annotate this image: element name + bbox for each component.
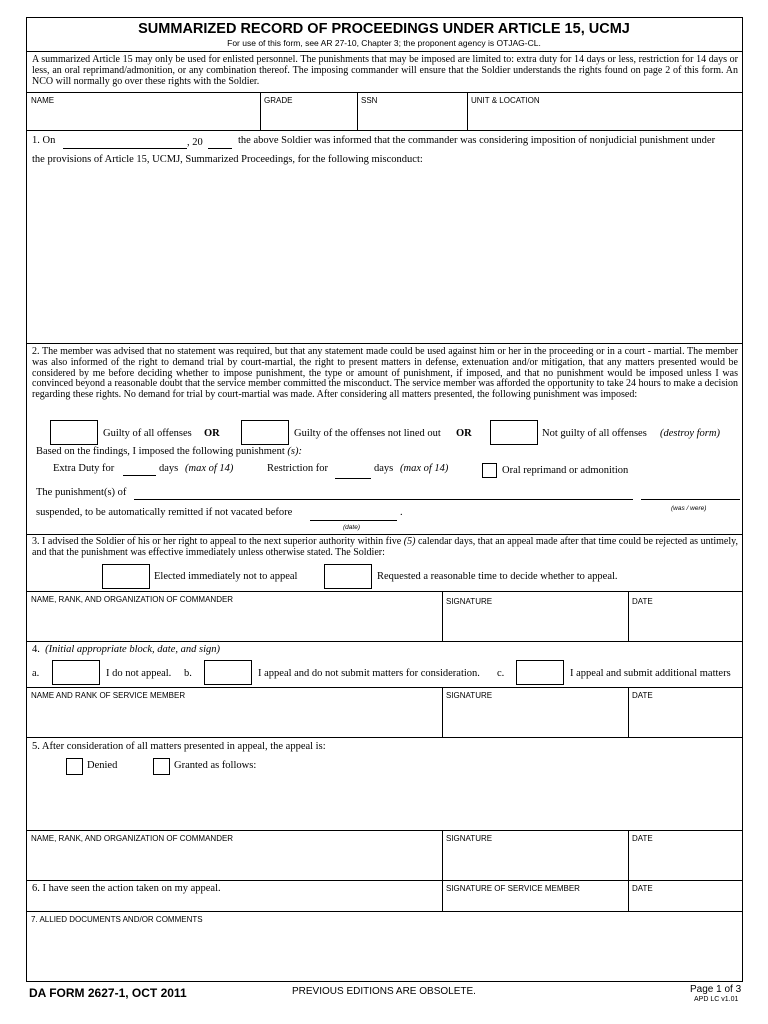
max-label-2: (max of 14) <box>400 463 449 474</box>
date-field-1[interactable] <box>629 608 741 640</box>
grade-label: GRADE <box>264 96 293 105</box>
member-signature-field[interactable] <box>443 894 627 910</box>
suspended-label: suspended, to be automatically remitted if not vacated before <box>36 507 293 518</box>
obsolete-note: PREVIOUS EDITIONS ARE OBSOLETE. <box>292 986 476 997</box>
rule-sec5 <box>26 830 743 831</box>
oral-reprimand-label: Oral reprimand or admonition <box>502 465 629 476</box>
punishment-line[interactable] <box>134 499 633 500</box>
rule-sec1 <box>26 343 743 344</box>
rule-title <box>26 51 743 52</box>
oral-reprimand-checkbox[interactable] <box>482 463 497 478</box>
sec1-year-prefix: , 20 <box>187 137 203 148</box>
rule-cmdr2 <box>26 880 743 881</box>
option-c-letter: c. <box>497 668 505 679</box>
member-field[interactable] <box>27 702 441 736</box>
suspended-period: . <box>400 507 403 518</box>
form-title: SUMMARIZED RECORD OF PROCEEDINGS UNDER ARTICLE 15, UCMJ <box>138 21 630 37</box>
sec4-instructions <box>32 644 220 655</box>
option-b-box[interactable] <box>204 660 252 685</box>
destroy-form-note: (destroy form) <box>660 428 720 439</box>
misconduct-field[interactable] <box>30 168 740 340</box>
signature-label-3: SIGNATURE <box>446 834 493 843</box>
sec6-text: 6. I have seen the action taken on my appeal. <box>32 883 221 894</box>
sec1-year-line[interactable] <box>208 148 232 149</box>
commander-field-2[interactable] <box>27 845 441 879</box>
requested-time-label: Requested a reasonable time to decide whether to appeal. <box>377 571 618 582</box>
commander-label-1: NAME, RANK, AND ORGANIZATION OF COMMANDER <box>31 595 234 604</box>
guilty-not-lined-box[interactable] <box>241 420 289 445</box>
remit-date-label: (date) <box>343 524 360 531</box>
rule-id-fields <box>26 130 743 131</box>
granted-checkbox[interactable] <box>153 758 170 775</box>
date-field-3[interactable] <box>629 845 741 879</box>
rule-intro <box>26 92 743 93</box>
rule-sec2 <box>26 534 743 535</box>
option-b-label: I appeal and do not submit matters for consideration. <box>258 668 480 679</box>
max-label-1: (max of 14) <box>185 463 234 474</box>
not-guilty-label: Not guilty of all offenses <box>542 428 647 439</box>
intro-text: A summarized Article 15 may only be used for enlisted personnel. The punishments that may be imposed are limited to: extra duty for 14 days or less, restriction for 14 days or less, an oral reprimand/admonition, or any combination thereof. The imposing commander will ensure that the Soldier understands the rights found on page 2 of this form. An NCO will normally go over these rights with the Soldier. <box>32 54 738 87</box>
commander-field-1[interactable] <box>27 606 441 640</box>
grade-field[interactable] <box>261 106 356 129</box>
option-b-letter: b. <box>184 668 192 679</box>
granted-field[interactable] <box>30 778 740 828</box>
unit-field[interactable] <box>468 106 742 129</box>
based-on-text <box>36 446 302 457</box>
elected-not-appeal-label: Elected immediately not to appeal <box>154 571 298 582</box>
option-a-label: I do not appeal. <box>106 668 172 679</box>
date-label-4: DATE <box>632 884 653 893</box>
based-on-label: Based on the findings, I imposed the following punishment <box>36 446 285 457</box>
sec1-line2: the provisions of Article 15, UCMJ, Summarized Proceedings, for the following misconduct: <box>32 154 423 165</box>
date-label-1: DATE <box>632 597 653 606</box>
sec1-line1: the above Soldier was informed that the commander was considering imposition of nonjudicial punishment under <box>238 135 716 146</box>
denied-label: Denied <box>87 760 118 771</box>
signature-field-2[interactable] <box>443 702 627 736</box>
rule-sec4 <box>26 687 743 688</box>
date-label-2: DATE <box>632 691 653 700</box>
member-label: NAME AND RANK OF SERVICE MEMBER <box>31 691 186 700</box>
name-label: NAME <box>31 96 55 105</box>
signature-label-1: SIGNATURE <box>446 597 493 606</box>
was-were-line[interactable] <box>641 499 740 500</box>
days-label-2: days <box>374 463 394 474</box>
sec3-text-b: calendar days, that an appeal made after that time could be rejected as untimely, and that the punishment was effective immediately unless otherwise stated. The Soldier: <box>32 536 738 558</box>
sec5-text: 5. After consideration of all matters presented in appeal, the appeal is: <box>32 741 326 752</box>
days-label-1: days <box>159 463 179 474</box>
sec4-instr: (Initial appropriate block, date, and sign) <box>45 644 221 655</box>
date-label-3: DATE <box>632 834 653 843</box>
or-label-2: OR <box>456 428 472 439</box>
requested-time-box[interactable] <box>324 564 372 589</box>
rule-member <box>26 737 743 738</box>
page-number: Page 1 of 3 <box>690 984 742 995</box>
signature-field-1[interactable] <box>443 608 627 640</box>
punishment-of-label: The punishment(s) of <box>36 487 127 498</box>
remit-date-line[interactable] <box>310 520 397 521</box>
not-guilty-box[interactable] <box>490 420 538 445</box>
sec1-on: 1. On <box>32 135 56 146</box>
form-subtitle: For use of this form, see AR 27-10, Chapter 3; the proponent agency is OTJAG-CL. <box>227 38 541 48</box>
signature-label-2: SIGNATURE <box>446 691 493 700</box>
rule-sec3 <box>26 591 743 592</box>
restriction-label: Restriction for <box>267 463 328 474</box>
extra-duty-label: Extra Duty for <box>53 463 115 474</box>
option-c-label: I appeal and submit additional matters <box>570 668 731 679</box>
option-c-box[interactable] <box>516 660 564 685</box>
date-field-2[interactable] <box>629 702 741 736</box>
guilty-not-lined-label: Guilty of the offenses not lined out <box>294 428 441 439</box>
sec3-text-a: 3. I advised the Soldier of his or her right to appeal to the next superior authority within five <box>32 536 404 547</box>
extra-duty-days-line[interactable] <box>123 475 156 476</box>
sec2-text: 2. The member was advised that no statement was required, but that any statement made could be used against him or her in the proceeding or in a court - martial. The member was also informed of the right to demand trial by court-martial, the right to present matters in defense, extenuation and/or mitigation, that any matters presented would be considered by me before deciding whether to impose punishment, the type or amount of punishment, if imposed, and that no punishment would be imposed unless I was convinced beyond a reasonable doubt that the service member committed the misconduct. The service member was afforded the opportunity to take 24 hours to make a decision regarding these rights. No demand for trial by court-martial was made. After considering all matters presented, the following punishment was imposed: <box>32 346 738 401</box>
denied-checkbox[interactable] <box>66 758 83 775</box>
comments-field[interactable] <box>27 926 741 980</box>
elected-not-appeal-box[interactable] <box>102 564 150 589</box>
ssn-field[interactable] <box>358 106 466 129</box>
sec1-date-line[interactable] <box>63 148 187 149</box>
commander-label-2: NAME, RANK, AND ORGANIZATION OF COMMANDER <box>31 834 234 843</box>
form-id: DA FORM 2627-1, OCT 2011 <box>29 986 187 1000</box>
based-on-suffix: (s): <box>287 446 302 457</box>
guilty-all-box[interactable] <box>50 420 98 445</box>
sec4-num: 4. <box>32 644 40 655</box>
sec3-five: (5) <box>403 536 416 547</box>
restriction-days-line[interactable] <box>335 478 371 479</box>
was-were-label: (was / were) <box>671 505 707 512</box>
version-label: APD LC v1.01 <box>694 996 739 1003</box>
ssn-label: SSN <box>361 96 378 105</box>
name-field[interactable] <box>27 106 259 129</box>
sec7-label: 7. ALLIED DOCUMENTS AND/OR COMMENTS <box>31 915 203 924</box>
signature-field-3[interactable] <box>443 845 627 879</box>
option-a-letter: a. <box>32 668 40 679</box>
member-signature-label: SIGNATURE OF SERVICE MEMBER <box>446 884 580 893</box>
option-a-box[interactable] <box>52 660 100 685</box>
rule-sec6 <box>26 911 743 912</box>
date-field-4[interactable] <box>629 894 741 910</box>
unit-label: UNIT & LOCATION <box>471 96 540 105</box>
or-label-1: OR <box>204 428 220 439</box>
guilty-all-label: Guilty of all offenses <box>103 428 192 439</box>
granted-label: Granted as follows: <box>174 760 257 771</box>
sec3-text <box>32 537 738 559</box>
rule-cmdr1 <box>26 641 743 642</box>
